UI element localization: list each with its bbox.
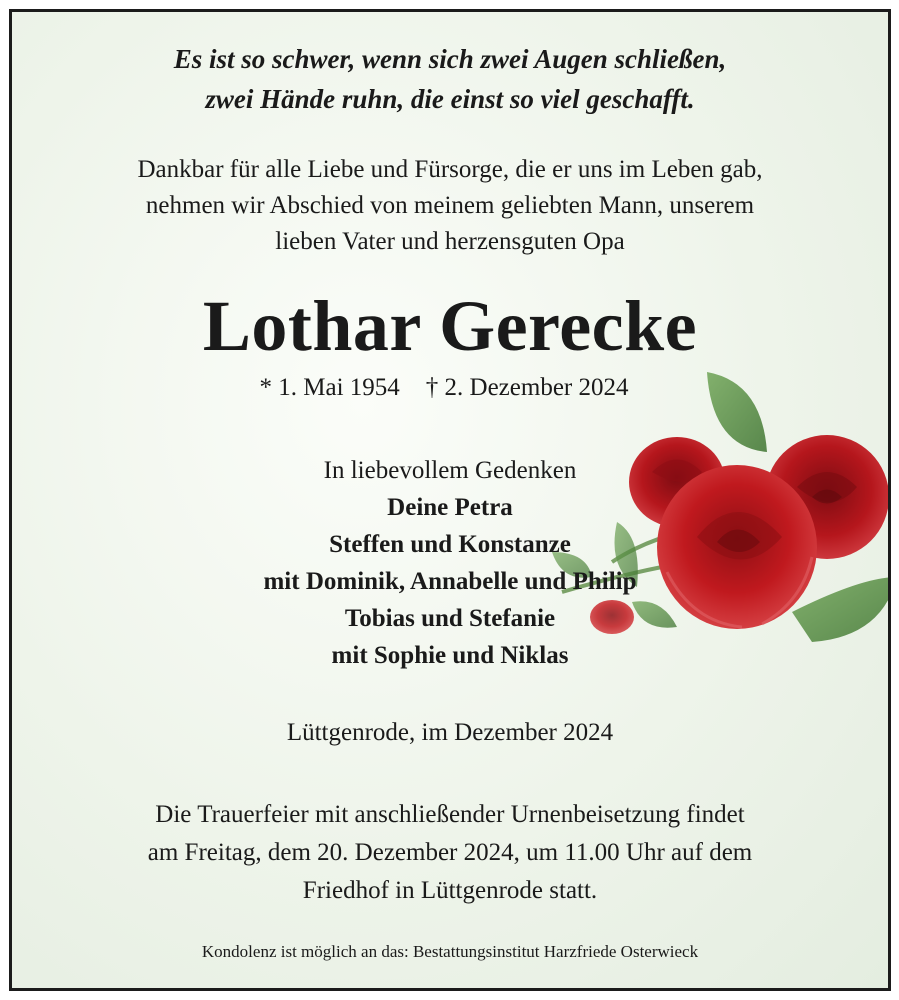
intro-line: nehmen wir Abschied von meinem geliebten Mann, unserem [145, 192, 755, 219]
verse-line: Es ist so schwer, wenn sich zwei Augen schließen, [173, 44, 727, 74]
service-line: Friedhof in Lüttgenrode statt. [302, 877, 598, 904]
mourner-line: Tobias und Stefanie [344, 605, 556, 632]
memorial-verse [12, 39, 888, 119]
mourners-section [12, 452, 888, 674]
funeral-service-info [12, 796, 888, 910]
service-line: Die Trauerfeier mit anschließender Urnenbeisetzung findet [155, 801, 745, 828]
service-line: am Freitag, dem 20. Dezember 2024, um 11.00 Uhr auf dem [147, 839, 753, 866]
mourner-line: mit Sophie und Niklas [331, 642, 569, 669]
remembrance-heading: In liebevollem Gedenken [323, 457, 577, 484]
obituary-notice [9, 9, 891, 991]
mourner-line: mit Dominik, Annabelle und Philip [263, 568, 637, 595]
intro-line: lieben Vater und herzensguten Opa [275, 228, 625, 255]
deceased-name: Lothar Gerecke [202, 286, 698, 366]
intro-line: Dankbar für alle Liebe und Fürsorge, die er uns im Leben gab, [137, 156, 763, 183]
intro-text [12, 152, 888, 260]
birth-date: * 1. Mai 1954 [259, 374, 400, 401]
condolence-note: Kondolenz ist möglich an das: Bestattungsinstitut Harzfriede Osterwieck [201, 942, 699, 961]
death-date: † 2. Dezember 2024 [425, 374, 629, 401]
life-dates [9, 370, 882, 406]
mourner-line: Steffen und Konstanze [329, 531, 571, 558]
verse-line: zwei Hände ruhn, die einst so viel geschafft. [205, 84, 695, 114]
mourner-line: Deine Petra [387, 494, 513, 521]
place-and-date: Lüttgenrode, im Dezember 2024 [286, 719, 614, 746]
